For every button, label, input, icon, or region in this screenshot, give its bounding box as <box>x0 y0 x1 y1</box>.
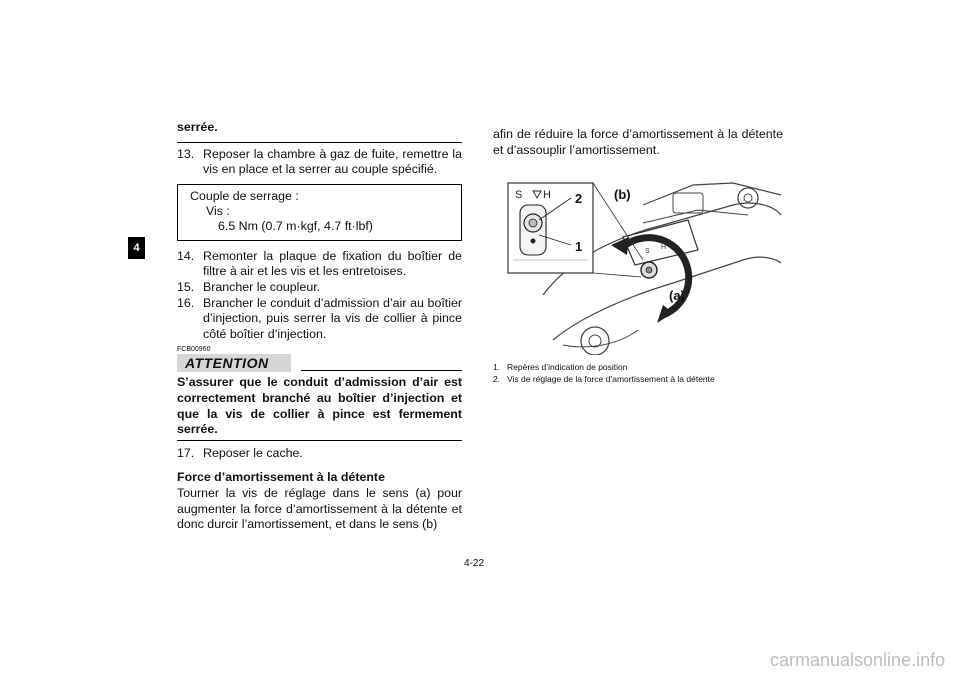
body-marking-s: S <box>645 248 650 256</box>
chapter-tab: 4 <box>128 237 145 259</box>
caption-text: Repères d’indication de position <box>507 362 628 373</box>
divider <box>177 142 462 143</box>
step-16 <box>177 296 462 343</box>
left-column <box>177 120 462 533</box>
body-marking-h: H <box>661 244 667 252</box>
section-paragraph: Tourner la vis de réglage dans le sens (a) pour augmenter la force d’amortissement à la détente et donc durcir l’amortissement, et dans le sens (b) <box>177 485 462 532</box>
inset-label-s: S <box>515 189 523 202</box>
torque-value: 6.5 Nm (0.7 m·kgf, 4.7 ft·lbf) <box>218 218 373 233</box>
step-13 <box>177 147 462 178</box>
right-column <box>493 127 783 385</box>
arrow-b-head <box>611 237 629 255</box>
caption-number: 1. <box>493 362 501 373</box>
direction-a-label: (a) <box>669 288 685 304</box>
callout-1: 1 <box>575 239 583 255</box>
step-14 <box>177 249 462 280</box>
continued-text: serrée. <box>177 120 218 134</box>
step-text: Brancher le conduit d’admission d’air au boîtier d’injection, puis serrer la vis de collier à pince côté boîtier d’injection. <box>203 295 462 341</box>
step-number: 16. <box>177 295 195 310</box>
step-number: 17. <box>177 445 195 460</box>
shock-adjuster-figure <box>493 165 783 355</box>
page-number: 4-22 <box>464 558 485 569</box>
step-15 <box>177 280 462 296</box>
watermark[interactable]: carmanualsonline.info <box>770 650 946 670</box>
torque-spec-box <box>177 184 462 241</box>
caption-number: 2. <box>493 374 501 385</box>
caption-text: Vis de réglage de la force d’amortissement à la détente <box>507 374 715 385</box>
attention-badge: ATTENTION <box>177 354 291 372</box>
figure-captions <box>493 361 783 385</box>
callout-2: 2 <box>575 191 583 207</box>
attention-rule <box>301 370 462 371</box>
step-number: 15. <box>177 279 195 294</box>
step-text: Reposer le cache. <box>203 445 303 460</box>
direction-b-label: (b) <box>614 187 631 203</box>
torque-part: Vis : <box>206 203 230 218</box>
caption-item <box>493 373 783 385</box>
inset-label-h: H <box>543 189 551 202</box>
torque-title: Couple de serrage : <box>190 188 299 203</box>
attention-text: S’assurer que le conduit d’admission d’air est correctement branché au boîtier d’injection et que la vis de collier à pince est fermement serrée. <box>177 372 462 440</box>
step-text: Reposer la chambre à gaz de fuite, remettre la vis en place et la serrer au couple spécifié. <box>203 146 462 177</box>
section-heading: Force d’amortissement à la détente <box>177 470 385 485</box>
step-number: 13. <box>177 146 195 161</box>
step-text: Remonter la plaque de fixation du boîtier de filtre à air et les vis et les entretoises. <box>203 248 462 279</box>
attention-header <box>177 354 462 372</box>
step-17 <box>177 446 462 462</box>
step-text: Brancher le coupleur. <box>203 279 321 294</box>
attention-code: FCB00960 <box>177 346 211 354</box>
step-number: 14. <box>177 248 195 263</box>
caption-item <box>493 361 783 373</box>
figure-illustration <box>493 165 783 355</box>
continued-paragraph: afin de réduire la force d’amortissement à la détente et d’assouplir l’amortissement. <box>493 127 783 157</box>
